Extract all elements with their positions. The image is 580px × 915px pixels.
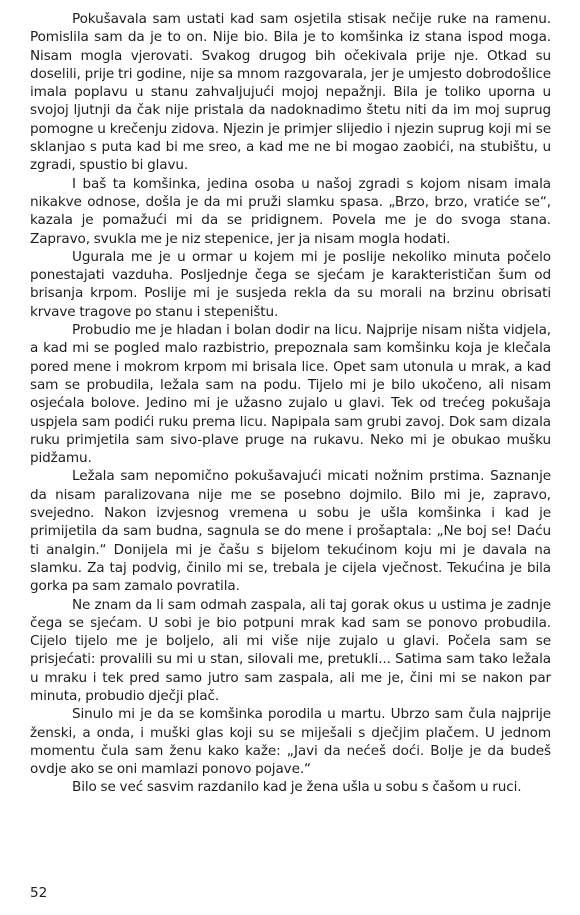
- paragraph-6: Ne znam da li sam odmah zaspala, ali taj gorak okus u ustima je zadnje čega se sjećam. U sobi je bio potpuni mrak kad sam se ponovo probudila. Cijelo tijelo me je boljelo, ali mi više nije zujalo u glavi. Počela sam se prisjećati: provalili su mi u stan, silovali me, pretukli... Satima sam tako ležala u mraku i tek pred samo jutro sam zaspala, ali me je, čini mi se nakon par minuta, probudio dječji plač.: [30, 596, 551, 704]
- paragraph-7: Sinulo mi je da se komšinka porodila u martu. Ubrzo sam čula najprije ženski, a onda, i muški glas koji su se miješali s dječjim plačem. U jednom momentu čula sam ženu kako kaže: „Javi da nećeš doći. Bolje je da budeš ovdje ako se oni mamlazi ponovo pojave.“: [30, 706, 551, 778]
- paragraph-8: Bilo se već sasvim razdanilo kad je žena ušla u sobu s čašom u ruci.: [72, 779, 522, 796]
- paragraph-5: Ležala sam nepomično pokušavajući micati nožnim prstima. Saznanje da nisam paralizovana nije me se posebno dojmilo. Bilo mi je, zapravo, svejedno. Nakon izvjesnog vremena u sobu je ušla komšinka i kad je primijetila da sam budna, sagnula se do mene i prošaptala: „Ne boj se! Daću ti analgin.“ Donijela mi je čašu s bijelom tekućinom koju mi je davala na slamku. Za taj podvig, činilo mi se, trebala je cijela vječnost. Tekućina je bila gorka pa sam zamalo povratila.: [30, 468, 551, 595]
- page-number: 52: [30, 885, 48, 901]
- paragraph-1: Pokušavala sam ustati kad sam osjetila stisak nečije ruke na ramenu. Pomislila sam da je to on. Nije bio. Bila je to komšinka iz stana ispod moga. Nisam mogla vjerovati. Svakog drugog bih očekivala prije nje. Otkad su doselili, prije tri godine, nije sa mnom razgovarala, jer je umjesto dobrodošlice imala poplavu u stanu zahvaljujući mojoj nepažnji. Bila je toliko uporna u svojoj ljutnji da čak nije pristala da nadoknadimo štetu niti da im moj suprug pomogne u krečenju zidova. Njezin je primjer slijedio i njezin suprug koji mi se sklanjao s puta kad bi me sreo, a kad me ne bi mogao zaobići, na stubištu, u zgradi, spustio bi glavu.: [30, 11, 551, 174]
- page-body: [30, 10, 551, 797]
- paragraph-3: Ugurala me je u ormar u kojem mi je poslije nekoliko minuta počelo ponestajati vazduha. Posljednje čega se sjećam je karakterističan šum od brisanja krpom. Poslije mi je susjeda rekla da su morali na brzinu obrisati krvave tragove po stanu i stepeništu.: [30, 248, 551, 320]
- paragraph-2: I baš ta komšinka, jedina osoba u našoj zgradi s kojom nisam imala nikakve odnose, došla je da mi pruži slamku spasa. „Brzo, brzo, vratiće se“, kazala je pomažući mi da se pridignem. Povela me je do svoga stana. Zapravo, svukla me je niz stepenice, jer ja nisam mogla hodati.: [30, 175, 551, 247]
- paragraph-4: Probudio me je hladan i bolan dodir na licu. Najprije nisam ništa vidjela, a kad mi se pogled malo razbistrio, prepoznala sam komšinku koja je klečala pored mene i mokrom krpom mi brisala lice. Opet sam utonula u mrak, a kad sam se probudila, ležala sam na podu. Tijelo mi je bilo ukočeno, ali nisam osjećala bolove. Jedino mi je užasno zujalo u glavi. Tek od trećeg pokušaja uspjela sam podići ruku prema licu. Napipala sam grubi zavoj. Dok sam dizala ruku primjetila sam sivo-plave pruge na rukavu. Neko mi je obukao mušku pidžamu.: [30, 322, 551, 467]
